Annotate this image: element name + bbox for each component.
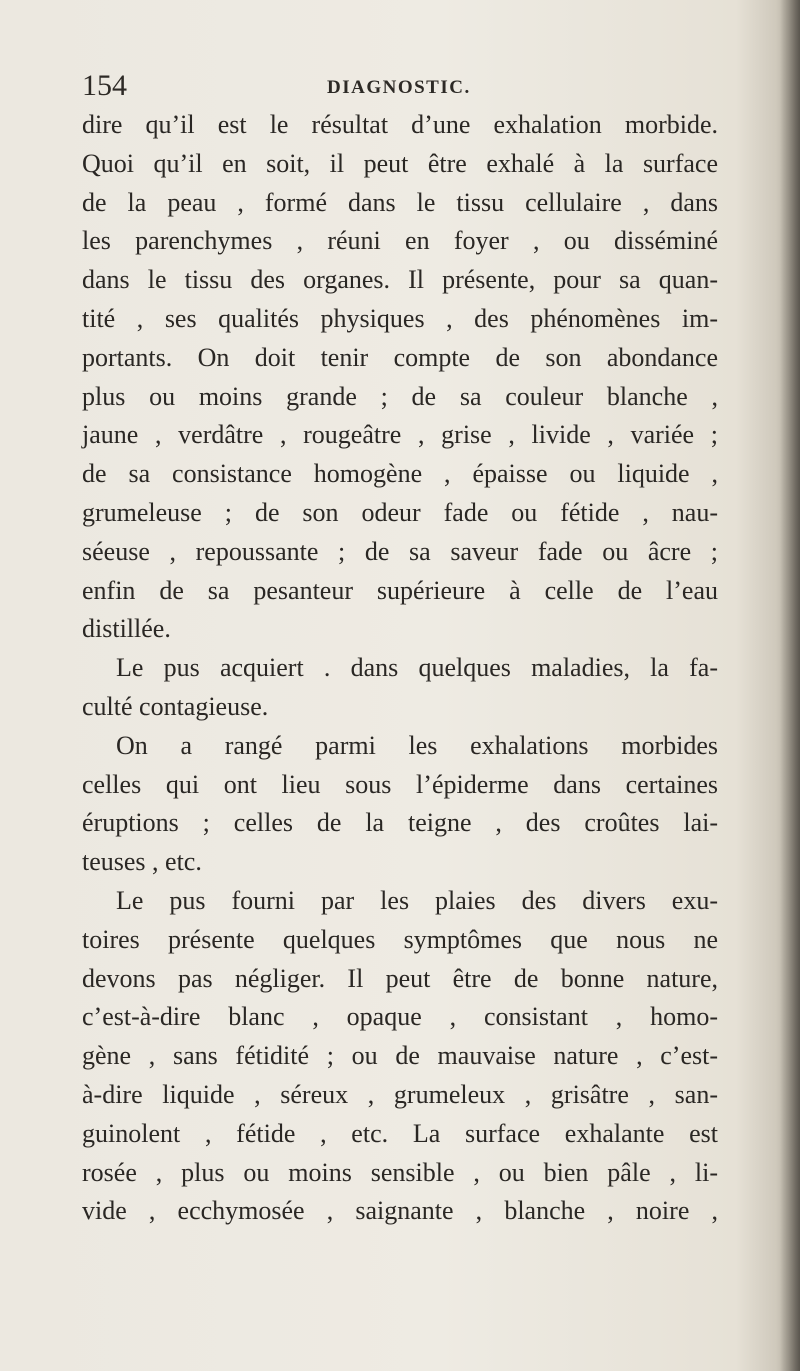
text-line: enfin de sa pesanteur supérieure à celle de l’eau [82, 575, 718, 605]
text-line: devons pas négliger. Il peut être de bonne nature, [82, 963, 718, 993]
page-number: 154 [82, 69, 127, 102]
text-line: Le pus acquiert . dans quelques maladies, la fa- [116, 653, 718, 683]
text-line: tité , ses qualités physiques , des phénomènes im- [82, 303, 718, 333]
text-line: à-dire liquide , séreux , grumeleux , grisâtre , san- [82, 1079, 718, 1109]
text-line: Le pus fourni par les plaies des divers exu- [116, 885, 718, 915]
text-line: jaune , verdâtre , rougeâtre , grise , livide , variée ; [82, 420, 718, 450]
text-line: teuses , etc. [82, 847, 202, 877]
text-line: culté contagieuse. [82, 691, 269, 721]
text-line: dire qu’il est le résultat d’une exhalation morbide. [82, 110, 718, 139]
text-line: les parenchymes , réuni en foyer , ou disséminé [82, 226, 718, 256]
text-line: rosée , plus ou moins sensible , ou bien pâle , li- [82, 1157, 718, 1187]
text-line: gène , sans fétidité ; ou de mauvaise nature , c’est- [82, 1041, 718, 1071]
text-line: Quoi qu’il en soit, il peut être exhalé à la surface [82, 148, 718, 178]
text-line: éruptions ; celles de la teigne , des croûtes lai- [82, 808, 718, 838]
body-text [82, 106, 718, 1231]
text-line: de sa consistance homogène , épaisse ou liquide , [82, 459, 718, 489]
running-head [82, 68, 732, 104]
text-line: toires présente quelques symptômes que nous ne [82, 924, 718, 954]
text-line: distillée. [82, 614, 171, 644]
text-line: guinolent , fétide , etc. La surface exhalante est [82, 1118, 718, 1148]
text-line: de la peau , formé dans le tissu cellulaire , dans [82, 187, 718, 217]
text-line: grumeleuse ; de son odeur fade ou fétide , nau- [82, 497, 718, 527]
page-binding-edge [780, 0, 800, 1371]
running-title: DIAGNOSTIC. [327, 77, 471, 98]
text-line: c’est-à-dire blanc , opaque , consistant , homo- [82, 1002, 718, 1032]
text-line: portants. On doit tenir compte de son abondance [82, 342, 718, 372]
text-line: On a rangé parmi les exhalations morbides [116, 730, 718, 760]
text-line: plus ou moins grande ; de sa couleur blanche , [82, 381, 718, 411]
text-line: dans le tissu des organes. Il présente, pour sa quan- [82, 265, 718, 295]
text-line: séeuse , repoussante ; de sa saveur fade ou âcre ; [82, 536, 718, 566]
text-line: vide , ecchymosée , saignante , blanche , noire , [82, 1196, 718, 1226]
text-line: celles qui ont lieu sous l’épiderme dans certaines [82, 769, 718, 799]
